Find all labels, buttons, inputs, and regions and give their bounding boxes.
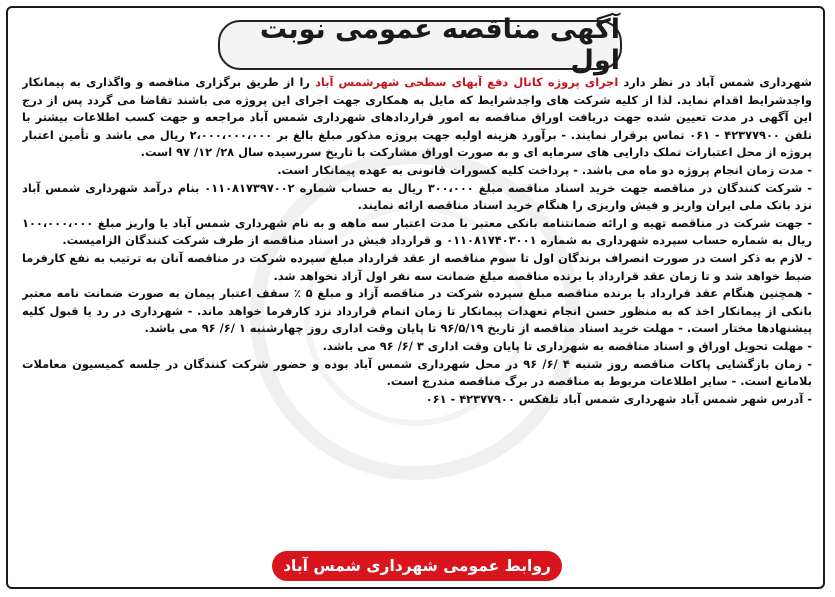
intro-part1: شهرداری شمس آباد در نظر دارد [618,75,812,89]
paragraph-guarantee: - جهت شرکت در مناقصه تهیه و ارائه ضمانتنامه بانکی معتبر با مدت اعتبار سه ماهه و به نام شهرداری شمس آباد یا واریز مبلغ ۱۰۰،۰۰۰،۰۰۰ ریال به شماره حساب سپرده شهرداری به شماره ۰۱۱۰۸۱۷۴۰۳۰۰۱ و قرارداد فیش در اسناد مناقصه از طرف شرکت کنندگان الزامیست. [22,215,812,248]
page-title: آگهی مناقصه عمومی نوبت اول [259,14,620,76]
paragraph-documents-fee: - شرکت کنندگان در مناقصه جهت خرید اسناد مناقصه مبلغ ۳۰۰،۰۰۰ ریال به حساب شماره ۰۱۱۰۸۱۷۳۹۷۰۰۲ بنام درآمد شهرداری شمس آباد نزد بانک ملی ایران واریز و فیش واریزی را هنگام خرید اسناد مناقصه ارائه نمایند. [22,180,812,213]
paragraph-delivery-deadline: - مهلت تحویل اوراق و اسناد مناقصه به شهرداری تا پایان وقت اداری ۳ /۶/ ۹۶ می باشد. [322,338,812,353]
paragraph-duration: - مدت زمان انجام پروژه دو ماه می باشد. - پرداخت کلیه کسورات قانونی به عهده پیمانکار است. [277,162,812,177]
notice-body [22,74,812,544]
intro-part2: را از طریق برگزاری مناقصه و واگذاری به پیمانکار واجدشرایط اقدام نماید. لذا از کلیه شرکت های واجدشرایط که مایل به همکاری جهت اجرای این پروژه می باشند تقاضا می گردد پس از درج این آگهی در مدت تعیین شده جهت دریافت اوراق مناقصه به امور قراردادهای شهرداری شمس آباد مراجعه و جهت کسب اطلاعات بیشتر با تلفن ۴۲۳۷۷۹۰۰ - ۰۶۱ تماس برقرار نمایند. - برآورد هزینه اولیه جهت پروژه مذکور مبلغ بالغ بر ۲،۰۰۰،۰۰۰،۰۰۰ ریال می باشد و تأمین اعتبار پروژه از محل اعتبارات تملک دارایی های سرمایه ای و به صورت اوراق مشارکت با تاریخ سررسیده سال ۲۸/ ۱۲/ ۹۷ است. [22,75,812,160]
footer-text: روابط عمومی شهرداری شمس آباد [283,557,551,575]
paragraph-address: - آدرس شهر شمس آباد شهرداری شمس آباد تلفکس ۴۲۳۷۷۹۰۰ - ۰۶۱ [425,391,812,406]
paragraph-contract: - همچنین هنگام عقد قرارداد با برنده مناقصه مبلغ سپرده شرکت در مناقصه آزاد و مبلغ ۵ ٪ سقف اعتبار پیمان به صورت ضمانت نامه معتبر بانکی از پیمانکار اخذ که به منظور حسن انجام تعهدات پیمانکار تا زمان اتمام قرارداد نزد کارفرما خواهد ماند. - شهرداری در رد یا قبول کلیه پیشنهادها مختار است. - مهلت خرید اسناد مناقصه از تاریخ ۹۶/۵/۱۹ تا پایان وقت اداری روز چهارشنبه ۱ /۶/ ۹۶ می باشد. [22,286,812,336]
footer-banner [272,551,562,581]
paragraph-forfeit: - لازم به ذکر است در صورت انصراف برندگان اول تا سوم مناقصه از عقد قرارداد مبلغ سپرده شرکت در مناقصه آنان به ترتیب به نفع کارفرما ضبط خواهد شد و تا زمان عقد قرارداد با برنده مناقصه مبلغ ضمانت سه نفر اول آزاد نخواهد شد. [22,250,812,283]
intro-paragraph [22,74,812,162]
project-name: اجرای پروژه کانال دفع آبهای سطحی شهرشمس آباد [315,75,619,89]
paragraph-opening: - زمان بازگشایی پاکات مناقصه روز شنبه ۴ /۶/ ۹۶ در محل شهرداری شمس آباد بوده و حضور شرکت کنندگان در جلسه کمیسیون معاملات بلامانع است. - سایر اطلاعات مربوط به مناقصه در برگ مناقصه مندرج است. [22,356,812,389]
title-banner [218,14,622,76]
